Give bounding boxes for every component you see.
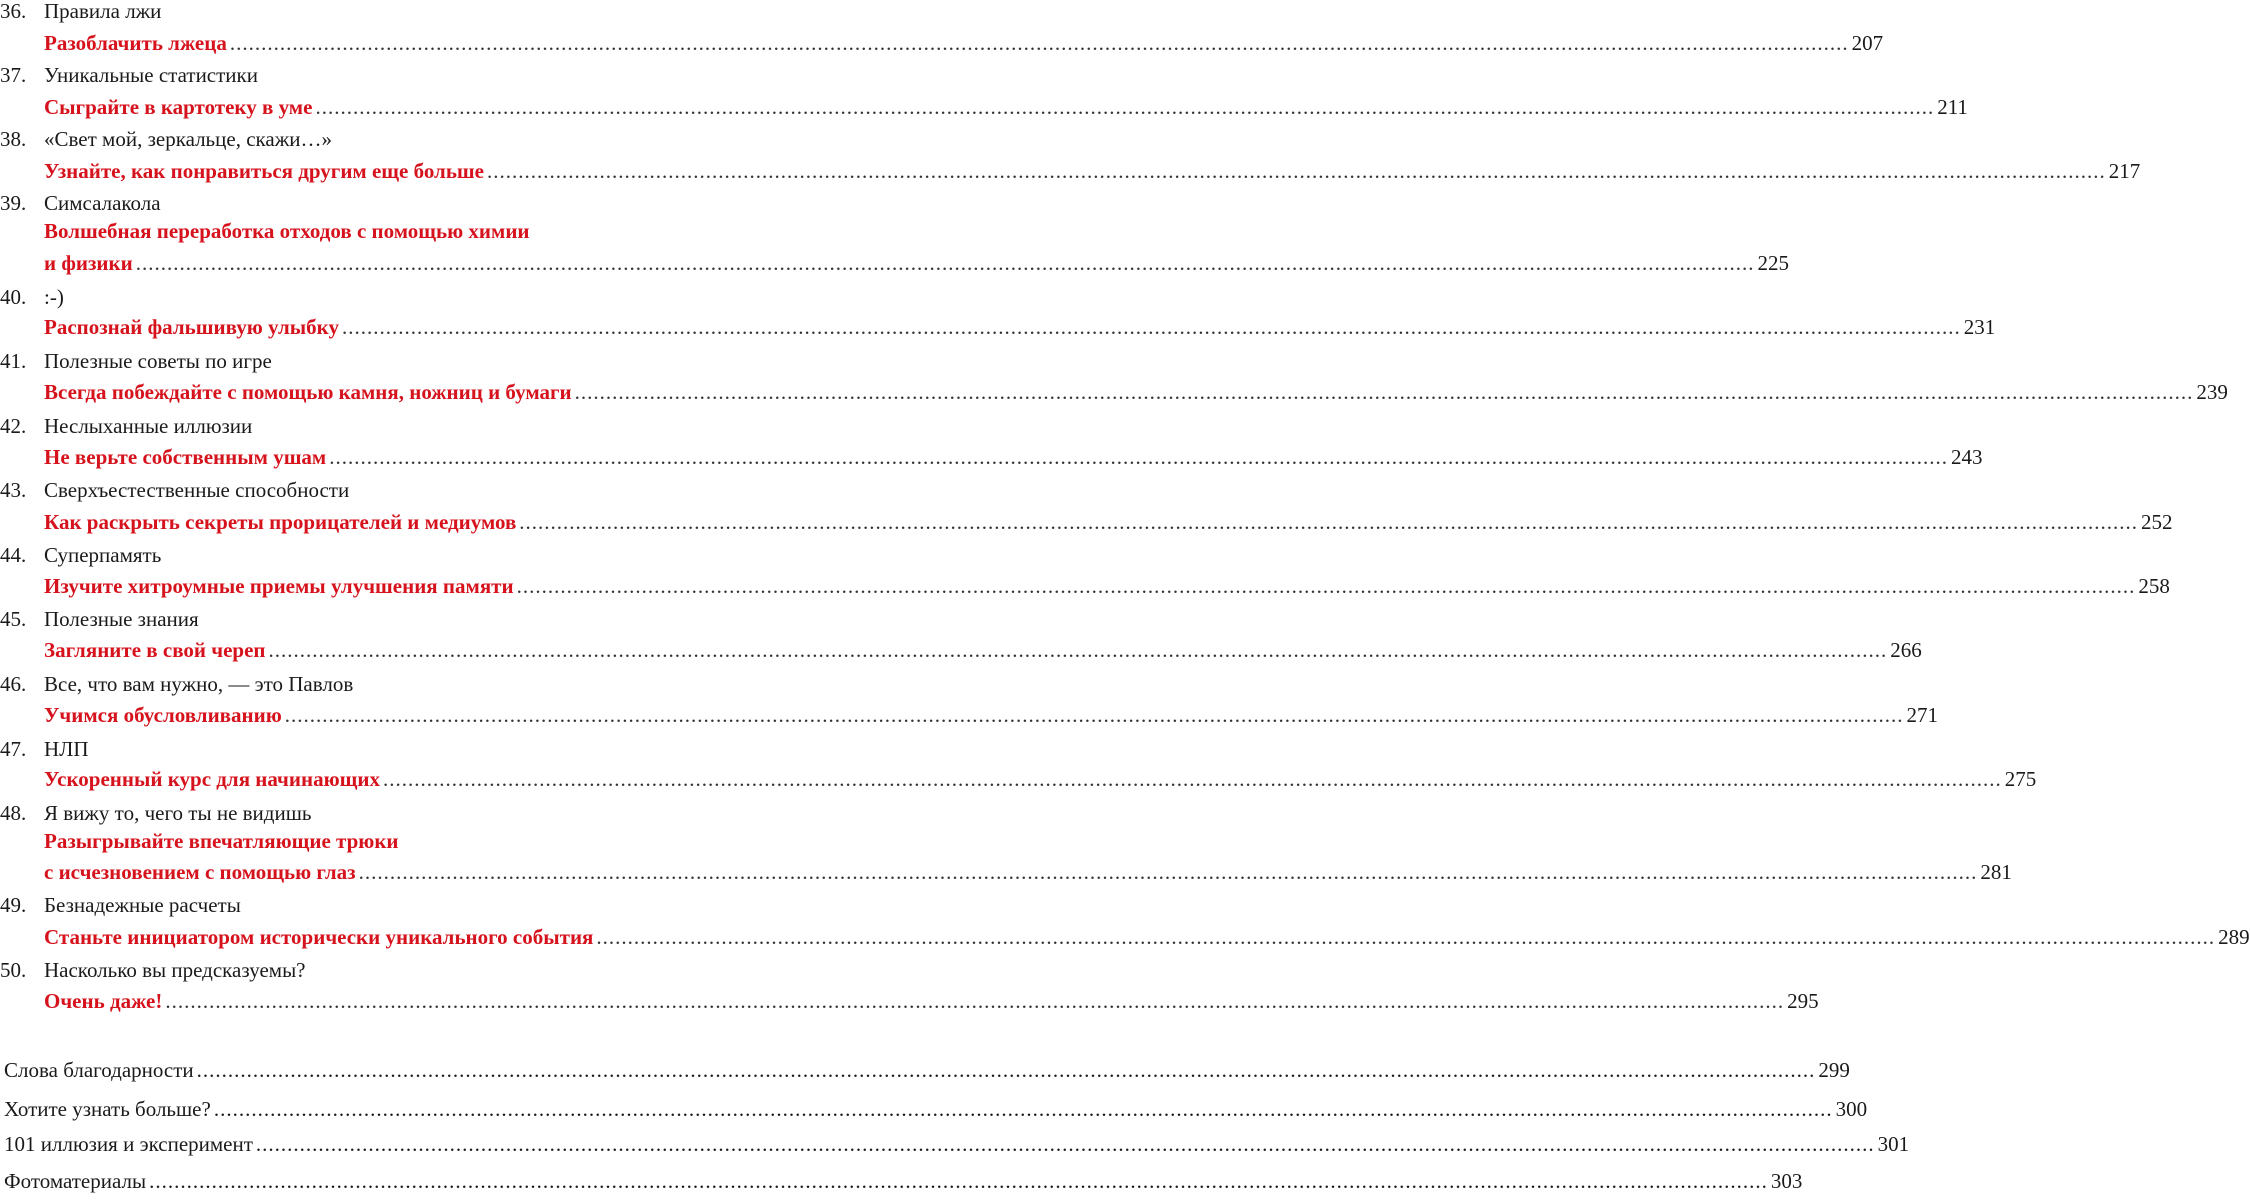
page-number: 258 — [2138, 574, 2170, 598]
toc-entry-link[interactable] — [0, 1055, 1850, 1085]
back-matter-title: Хотите узнать больше? — [4, 1097, 211, 1121]
chapter-subtitle: Волшебная переработка отходов с помощью химии — [44, 219, 530, 243]
dot-leader — [359, 857, 1978, 887]
dot-leader — [517, 571, 2136, 601]
page-number: 266 — [1890, 638, 1922, 662]
toc-entry-link[interactable] — [0, 635, 1922, 665]
toc-entry-link[interactable] — [0, 248, 1789, 278]
chapter-subtitle: Учимся обусловливанию — [44, 703, 282, 727]
dot-leader — [269, 635, 1888, 665]
chapter-subtitle: Загляните в свой череп — [44, 638, 266, 662]
chapter-title: Симсалакола — [44, 191, 161, 215]
back-matter-title: Фотоматериалы — [4, 1169, 147, 1193]
chapter-subtitle: Узнайте, как понравиться другим еще больше — [44, 159, 484, 183]
page-number: 295 — [1787, 989, 1819, 1013]
toc-entry-link[interactable] — [0, 700, 1939, 730]
toc-entry-link[interactable] — [0, 986, 1819, 1016]
chapter-subtitle: Разоблачить лжеца — [44, 31, 227, 55]
chapter-title: :-) — [44, 285, 64, 309]
chapter-title-row — [0, 60, 714, 90]
page-number: 211 — [1937, 95, 1968, 119]
chapter-title: Сверхъестественные способности — [44, 478, 350, 502]
chapter-number: 44. — [0, 543, 27, 567]
toc-entry-link[interactable] — [0, 28, 1884, 58]
toc-entry-link[interactable] — [0, 922, 2250, 952]
page-number: 217 — [2108, 159, 2141, 183]
dot-leader — [165, 986, 1784, 1016]
chapter-title: Я вижу то, чего ты не видишь — [44, 801, 312, 825]
dot-leader — [329, 442, 1948, 472]
page-number: 275 — [2004, 767, 2037, 791]
chapter-title: «Свет мой, зеркальце, скажи…» — [44, 127, 332, 151]
chapter-number: 48. — [0, 801, 27, 825]
page-number: 231 — [1963, 315, 1996, 339]
dot-leader — [285, 700, 1904, 730]
chapter-title: Все, что вам нужно, — это Павлов — [44, 672, 354, 696]
chapter-title-row — [0, 734, 714, 764]
chapter-number: 37. — [0, 63, 27, 87]
chapter-subtitle: Станьте инициатором исторически уникального события — [44, 925, 594, 949]
chapter-title-row — [0, 124, 714, 154]
chapter-number: 46. — [0, 672, 27, 696]
dot-leader — [487, 156, 2106, 186]
dot-leader — [136, 248, 1755, 278]
chapter-title: Неслыханные иллюзии — [44, 414, 253, 438]
dot-leader — [230, 28, 1849, 58]
chapter-title-row — [0, 604, 714, 634]
chapter-subtitle: Распознай фальшивую улыбку — [44, 315, 339, 339]
back-matter-title: 101 иллюзия и эксперимент — [4, 1132, 253, 1156]
chapter-number: 47. — [0, 737, 27, 761]
dot-leader — [596, 922, 2215, 952]
chapter-number: 42. — [0, 414, 27, 438]
toc-entry-link[interactable] — [0, 857, 2012, 887]
page-number: 225 — [1757, 251, 1789, 275]
chapter-number: 49. — [0, 893, 27, 917]
chapter-subtitle: Очень даже! — [44, 989, 163, 1013]
chapter-title-row — [0, 188, 714, 218]
toc-entry-link[interactable] — [0, 1094, 1868, 1124]
toc-entry-link[interactable] — [0, 156, 2141, 186]
chapter-title-row — [0, 411, 714, 441]
dot-leader — [197, 1055, 1816, 1085]
toc-entry-link[interactable] — [0, 377, 2228, 407]
dot-leader — [149, 1166, 1768, 1196]
chapter-title: Насколько вы предсказуемы? — [44, 958, 306, 982]
dot-leader — [575, 377, 2194, 407]
toc-entry-link[interactable] — [0, 1129, 1910, 1159]
chapter-subtitle: Сыграйте в картотеку в уме — [44, 95, 313, 119]
page-number: 271 — [1906, 703, 1939, 727]
toc-entry-link[interactable] — [0, 216, 758, 246]
chapter-number: 38. — [0, 127, 27, 151]
toc-entry-link[interactable] — [0, 507, 2173, 537]
dot-leader — [383, 764, 2002, 794]
toc-entry-link[interactable] — [0, 1166, 1803, 1196]
chapter-title: Уникальные статистики — [44, 63, 258, 87]
chapter-number: 36. — [0, 0, 27, 23]
chapter-title-row — [0, 282, 714, 312]
chapter-subtitle: и физики — [44, 251, 133, 275]
chapter-subtitle: с исчезновением с помощью глаз — [44, 860, 356, 884]
page-number: 281 — [1980, 860, 2012, 884]
chapter-subtitle: Разыгрывайте впечатляющие трюки — [44, 829, 399, 853]
page-number: 299 — [1818, 1058, 1850, 1082]
page-number: 301 — [1877, 1132, 1910, 1156]
dot-leader — [214, 1094, 1833, 1124]
chapter-number: 45. — [0, 607, 27, 631]
page-number: 300 — [1835, 1097, 1868, 1121]
chapter-title-row — [0, 540, 714, 570]
toc-entry-link[interactable] — [0, 764, 2037, 794]
dot-leader — [519, 507, 2138, 537]
chapter-title-row — [0, 955, 714, 985]
back-matter-title: Слова благодарности — [4, 1058, 194, 1082]
chapter-subtitle: Как раскрыть секреты прорицателей и медиумов — [44, 510, 517, 534]
chapter-title-row — [0, 0, 714, 26]
chapter-subtitle: Не верьте собственным ушам — [44, 445, 327, 469]
toc-entry-link[interactable] — [0, 92, 1968, 122]
dot-leader — [342, 312, 1961, 342]
chapter-title: НЛП — [44, 737, 89, 761]
chapter-title-row — [0, 346, 714, 376]
page-number: 303 — [1770, 1169, 1803, 1193]
page-number: 239 — [2196, 380, 2228, 404]
page-number: 243 — [1951, 445, 1983, 469]
chapter-title: Безнадежные расчеты — [44, 893, 241, 917]
chapter-subtitle: Ускоренный курс для начинающих — [44, 767, 380, 791]
toc-entry-link[interactable] — [0, 571, 2170, 601]
dot-leader — [315, 92, 1934, 122]
toc-entry-link[interactable] — [0, 826, 758, 856]
toc-entry-link[interactable] — [0, 312, 1996, 342]
chapter-title-row — [0, 798, 714, 828]
chapter-title: Правила лжи — [44, 0, 162, 23]
chapter-title-row — [0, 890, 714, 920]
dot-leader — [256, 1129, 1875, 1159]
chapter-subtitle: Изучите хитроумные приемы улучшения памяти — [44, 574, 514, 598]
chapter-title-row — [0, 475, 714, 505]
page-number: 289 — [2218, 925, 2250, 949]
chapter-number: 40. — [0, 285, 27, 309]
page-number: 207 — [1851, 31, 1884, 55]
chapter-title: Полезные знания — [44, 607, 199, 631]
toc-entry-link[interactable] — [0, 442, 1983, 472]
chapter-subtitle: Всегда побеждайте с помощью камня, ножниц и бумаги — [44, 380, 572, 404]
chapter-title: Полезные советы по игре — [44, 349, 272, 373]
chapter-number: 39. — [0, 191, 27, 215]
page-number: 252 — [2141, 510, 2173, 534]
chapter-number: 43. — [0, 478, 27, 502]
chapter-number: 50. — [0, 958, 27, 982]
chapter-number: 41. — [0, 349, 27, 373]
chapter-title-row — [0, 669, 714, 699]
chapter-title: Суперпамять — [44, 543, 162, 567]
